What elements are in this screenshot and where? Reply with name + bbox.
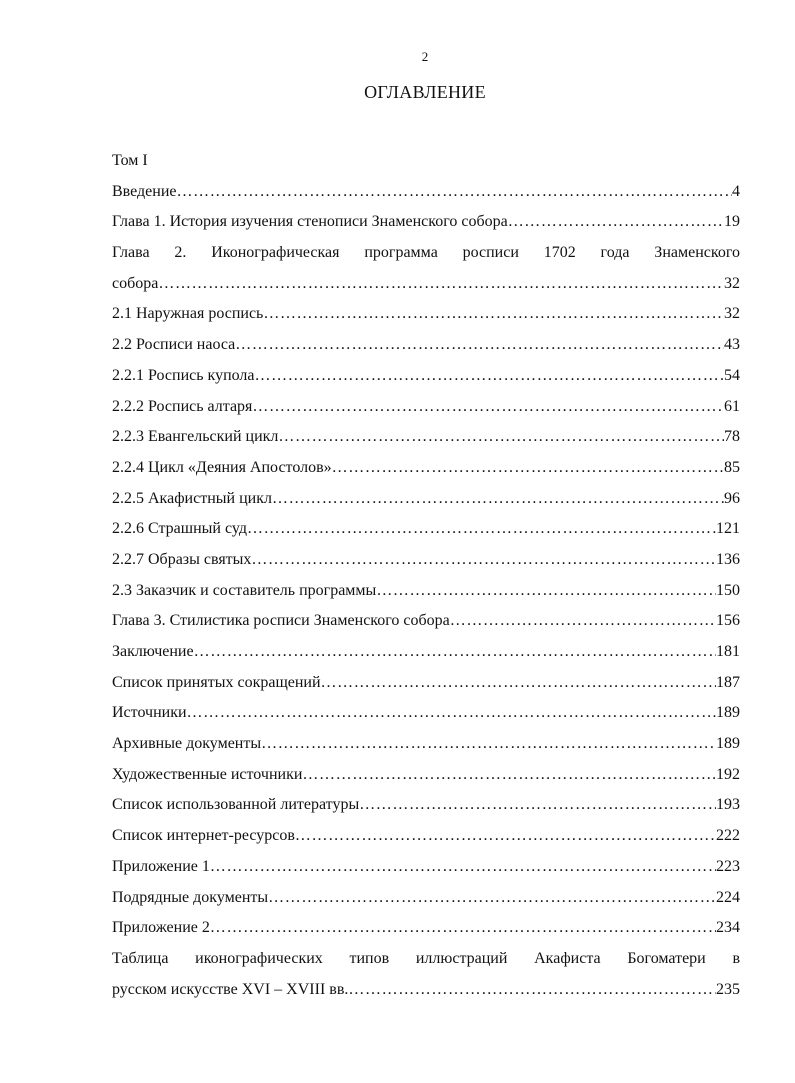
toc-entry-page: 4	[732, 182, 740, 200]
toc-entry-2-2-7[interactable]	[112, 545, 740, 576]
dot-leader	[268, 883, 716, 914]
toc-entry-title: Подрядные документы	[112, 888, 269, 906]
toc-entry-title: Заключение	[112, 643, 194, 660]
toc-entry-title: Источники	[112, 704, 187, 722]
toc-entry-title: Список интернет-ресурсов	[112, 827, 295, 845]
toc-entry-appendix-2[interactable]	[112, 913, 740, 944]
toc-entry-chapter-2-line1[interactable]: Глава 2. Иконографическая программа росписи 1702 года Знаменского	[112, 244, 740, 262]
table-of-contents	[112, 146, 740, 1005]
toc-entry-page: 32	[724, 305, 740, 323]
toc-entry-contract-documents[interactable]	[112, 883, 740, 914]
toc-entry-bibliography[interactable]	[112, 790, 740, 821]
toc-entry-appendix-1[interactable]	[112, 852, 740, 883]
dot-leader	[194, 637, 716, 668]
toc-entry-title: 2.2.3 Евангельский цикл	[112, 428, 279, 446]
toc-entry-art-sources[interactable]	[112, 760, 740, 791]
toc-entry-page: 189	[716, 735, 740, 753]
toc-entry-2-2-1[interactable]	[112, 361, 740, 392]
toc-entry-title: 2.3 Заказчик и составитель программы	[112, 581, 377, 599]
toc-entry-chapter-3[interactable]	[112, 606, 740, 637]
toc-entry-page: 181	[716, 643, 740, 660]
toc-entry-page: 85	[724, 458, 740, 476]
toc-entry-conclusion[interactable]	[112, 637, 740, 668]
toc-entry-title: Художественные источники	[112, 765, 303, 783]
toc-entry-title: русском искусстве XVI – XVIII вв.	[112, 980, 349, 998]
toc-entry-page: 223	[716, 857, 740, 875]
toc-entry-2-1[interactable]	[112, 299, 740, 330]
toc-entry-title: Список принятых сокращений	[112, 673, 321, 691]
toc-entry-page: 235	[716, 980, 740, 998]
toc-entry-2-2-5[interactable]	[112, 484, 740, 515]
dot-leader	[251, 545, 716, 576]
toc-entry-title: Архивные документы	[112, 735, 262, 753]
toc-entry-title: 2.2.7 Образы святых	[112, 550, 252, 568]
dot-leader	[348, 975, 716, 1006]
dot-leader	[247, 514, 716, 545]
toc-entry-title: 2.2.6 Страшный суд	[112, 520, 247, 538]
dot-leader	[295, 821, 716, 852]
toc-entry-page: 187	[716, 673, 740, 691]
toc-entry-2-2-6[interactable]	[112, 514, 740, 545]
dot-leader	[302, 760, 716, 791]
toc-entry-title: Введение	[112, 182, 177, 200]
dot-leader	[252, 392, 724, 423]
dot-leader	[158, 269, 724, 300]
toc-entry-page: 121	[716, 520, 740, 538]
toc-entry-page: 189	[716, 704, 740, 722]
volume-label: Том I	[112, 152, 148, 169]
toc-entry-page: 32	[724, 274, 740, 292]
toc-entry-page: 234	[716, 919, 740, 937]
dot-leader	[272, 484, 724, 515]
toc-entry-akathist-table[interactable]	[112, 975, 740, 1006]
toc-entry-internet-resources[interactable]	[112, 821, 740, 852]
page-number: 2	[421, 49, 429, 64]
dot-leader	[321, 668, 716, 699]
toc-entry-2-2-2[interactable]	[112, 392, 740, 423]
toc-entry-page: 150	[716, 581, 740, 599]
toc-entry-archival-documents[interactable]	[112, 729, 740, 760]
dot-leader	[261, 729, 716, 760]
toc-entry-title: 2.1 Наружная роспись	[112, 305, 264, 323]
toc-entry-page: 224	[716, 888, 740, 906]
toc-entry-title: собора	[112, 274, 159, 292]
toc-entry-chapter-2[interactable]	[112, 269, 740, 300]
toc-entry-page: 222	[716, 827, 740, 845]
dot-leader	[255, 361, 724, 392]
toc-entry-title: Список использованной литературы	[112, 796, 360, 814]
toc-entry-page: 156	[716, 612, 740, 630]
dot-leader	[210, 852, 716, 883]
dot-leader	[508, 207, 724, 238]
toc-entry-2-2[interactable]	[112, 330, 740, 361]
toc-entry-title: Глава 1. История изучения стенописи Знаменского собора	[112, 213, 508, 231]
toc-entry-page: 193	[716, 796, 740, 814]
toc-entry-title: 2.2.4 Цикл «Деяния Апостолов»	[112, 458, 332, 476]
dot-leader	[450, 606, 716, 637]
toc-entry-title: 2.2 Росписи наоса	[112, 336, 236, 354]
toc-entry-chapter-1[interactable]	[112, 207, 740, 238]
page-title: ОГЛАВЛЕНИЕ	[364, 82, 486, 102]
dot-leader	[210, 913, 716, 944]
toc-entry-page: 43	[724, 336, 740, 354]
toc-entry-page: 19	[724, 213, 740, 231]
toc-entry-page: 192	[716, 765, 740, 783]
dot-leader	[359, 790, 716, 821]
toc-entry-title: 2.2.2 Роспись алтаря	[112, 397, 253, 415]
toc-entry-title: 2.2.1 Роспись купола	[112, 366, 255, 384]
toc-entry-title: 2.2.5 Акафистный цикл	[112, 489, 272, 507]
toc-entry-page: 54	[724, 366, 740, 384]
dot-leader	[177, 177, 733, 208]
toc-entry-abbreviations[interactable]	[112, 668, 740, 699]
toc-entry-page: 61	[724, 397, 740, 415]
dot-leader	[376, 576, 716, 607]
toc-entry-akathist-table-line1[interactable]: Таблица иконографических типов иллюстраций Акафиста Богоматери в	[112, 949, 740, 967]
toc-entry-sources[interactable]	[112, 698, 740, 729]
toc-entry-page: 136	[716, 550, 740, 568]
dot-leader	[278, 422, 724, 453]
dot-leader	[187, 698, 716, 729]
dot-leader	[332, 453, 724, 484]
toc-entry-title: Приложение 2	[112, 919, 210, 937]
dot-leader	[263, 299, 724, 330]
toc-entry-2-2-4[interactable]	[112, 453, 740, 484]
toc-entry-page: 78	[724, 428, 740, 446]
toc-entry-2-3[interactable]	[112, 576, 740, 607]
dot-leader	[235, 330, 724, 361]
toc-entry-title: Глава 3. Стилистика росписи Знаменского собора	[112, 612, 450, 630]
toc-entry-page: 96	[724, 489, 740, 507]
toc-entry-title: Приложение 1	[112, 857, 210, 875]
toc-entry-2-2-3[interactable]	[112, 422, 740, 453]
toc-entry-introduction[interactable]	[112, 177, 740, 208]
